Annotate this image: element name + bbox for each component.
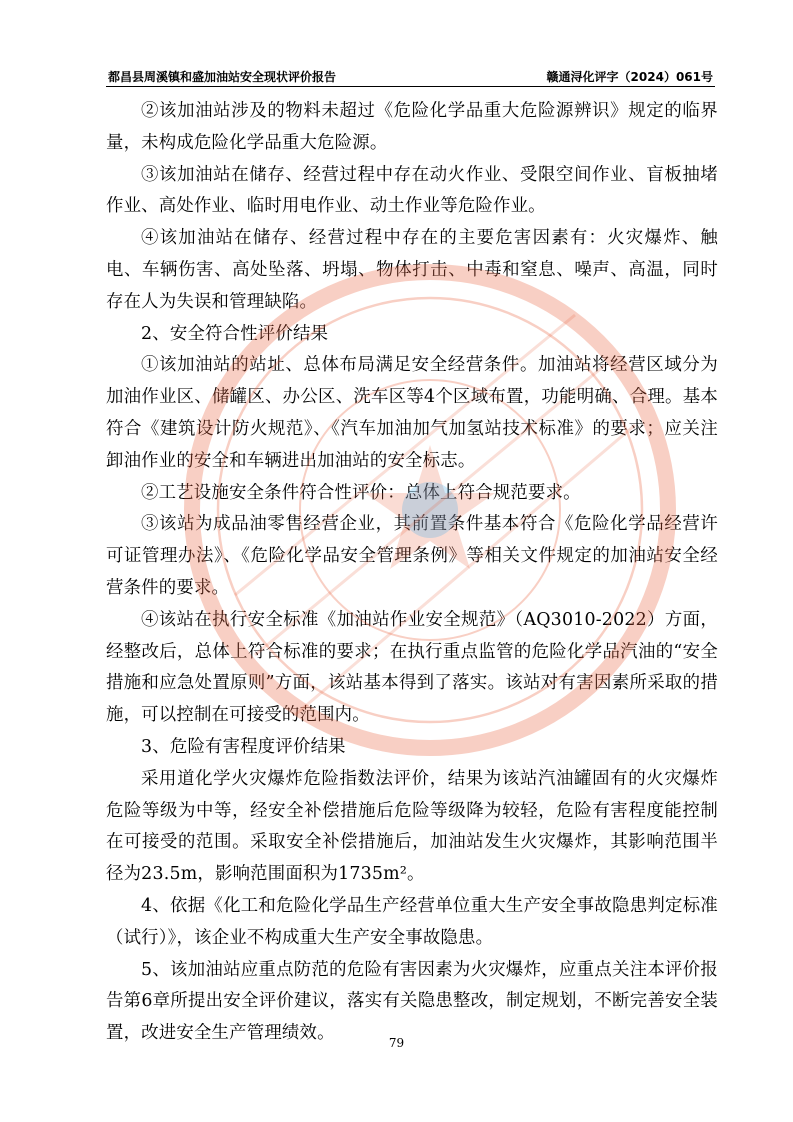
- paragraph-main-hazards: ④该加油站在储存、经营过程中存在的主要危害因素有：火灾爆炸、触电、车辆伤害、高处坠落、坍塌、物体打击、中毒和窒息、噪声、高温，同时存在人为失误和管理缺陷。: [106, 228, 718, 312]
- page-number: 79: [388, 1036, 405, 1050]
- header-report-title: 都昌县周溪镇和盛加油站安全现状评价报告: [108, 70, 337, 84]
- page-header: [106, 66, 715, 87]
- paragraph-standards-execution: ④该站在执行安全标准《加油站作业安全规范》（AQ3010-2022）方面，经整改后，总体上符合标准的要求；在执行重点监管的危险化学品汽油的“安全措施和应急处置原则”方面，该站基本得到了落实。该站对有害因素所采取的措施，可以控制在可接受的范围内。: [106, 609, 718, 726]
- paragraph-recommendations: 5、该加油站应重点防范的危险有害因素为火灾爆炸，应重点关注本评价报告第6章所提出安全评价建议，落实有关隐患整改，制定规划，不断完善安全装置，改进安全生产管理绩效。: [106, 959, 718, 1044]
- paragraph-preconditions: ③该站为成品油零售经营企业，其前置条件基本符合《危险化学品经营许可证管理办法》、《危险化学品安全管理条例》等相关文件规定的加油站安全经营条件的要求。: [106, 514, 718, 598]
- paragraph-major-hazard: ②该加油站涉及的物料未超过《危险化学品重大危险源辨识》规定的临界量，未构成危险化学品重大危险源。: [106, 101, 718, 153]
- paragraph-site-layout: ①该加油站的站址、总体布局满足安全经营条件。加油站将经营区域分为加油作业区、储罐区、办公区、洗车区等4个区域布置，功能明确、合理。基本符合《建筑设计防火规范》、《汽车加油加气加氢站技术标准》的要求；应关注卸油作业的安全和车辆进出加油站的安全标志。: [106, 355, 718, 471]
- paragraph-dangerous-operations: ③该加油站在储存、经营过程中存在动火作业、受限空间作业、盲板抽堵作业、高处作业、临时用电作业、动土作业等危险作业。: [106, 164, 718, 217]
- report-body: [106, 96, 718, 1050]
- paragraph-accident-hazard: 4、依据《化工和危险化学品生产经营单位重大生产安全事故隐患判定标准（试行）》，该企业不构成重大生产安全事故隐患。: [106, 895, 718, 948]
- section-heading-compliance: 2、安全符合性评价结果: [141, 323, 329, 344]
- paragraph-process-facilities: ②工艺设施安全条件符合性评价：总体上符合规范要求。: [141, 482, 581, 503]
- section-heading-hazard-degree: 3、危险有害程度评价结果: [141, 736, 346, 757]
- header-report-number: 赣通浔化评字（2024）061号: [546, 70, 713, 84]
- paragraph-dow-index: 采用道化学火灾爆炸危险指数法评价，结果为该站汽油罐固有的火灾爆炸危险等级为中等，经安全补偿措施后危险等级降为较轻，危险有害程度能控制在可接受的范围。采取安全补偿措施后，加油站发生火灾爆炸，其影响范围半径为23.5m，影响范围面积为1735m²。: [106, 768, 718, 885]
